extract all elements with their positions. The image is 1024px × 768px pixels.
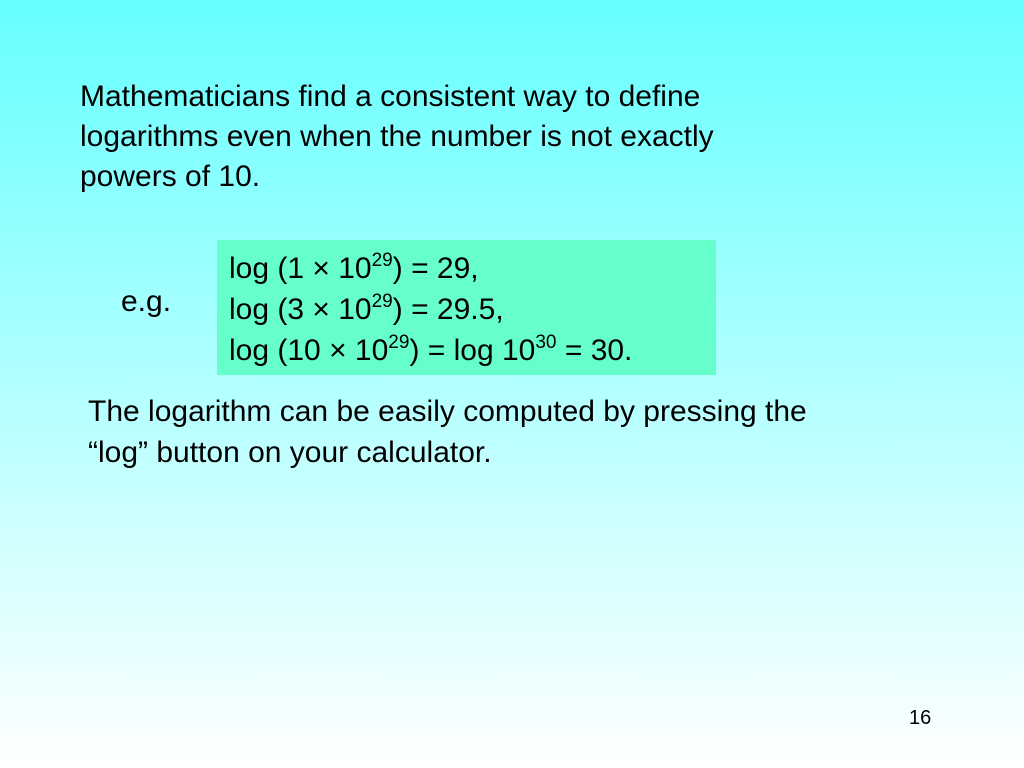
example-line-3 (229, 330, 716, 371)
example-line-1 (229, 248, 716, 289)
example-line-3-middle: ) = log 10 (409, 334, 536, 367)
intro-line-2: logarithms even when the number is not exactly (80, 120, 714, 153)
example-line-3-exponent-2: 30 (535, 332, 557, 353)
example-line-3-tail: = 30. (556, 334, 633, 367)
intro-line-1: Mathematicians find a consistent way to define (80, 80, 701, 113)
intro-paragraph (80, 77, 840, 197)
example-line-1-exponent: 29 (371, 250, 393, 271)
example-line-3-exponent: 29 (388, 332, 410, 353)
note-line-2: “log” button on your calculator. (88, 436, 492, 469)
example-label: e.g. (121, 285, 172, 318)
example-line-2-prefix: log (3 × 10 (229, 293, 372, 326)
example-line-2-exponent: 29 (371, 291, 393, 312)
example-line-2 (229, 289, 716, 330)
example-line-1-suffix: ) = 29, (392, 252, 479, 285)
example-line-2-suffix: ) = 29.5, (392, 293, 504, 326)
note-line-1: The logarithm can be easily computed by pressing the (88, 395, 807, 428)
example-box (217, 240, 716, 375)
note-paragraph (88, 391, 948, 473)
page-number: 16 (909, 707, 932, 729)
example-line-1-prefix: log (1 × 10 (229, 252, 372, 285)
example-line-3-prefix: log (10 × 10 (229, 334, 389, 367)
intro-line-3: powers of 10. (80, 160, 261, 193)
